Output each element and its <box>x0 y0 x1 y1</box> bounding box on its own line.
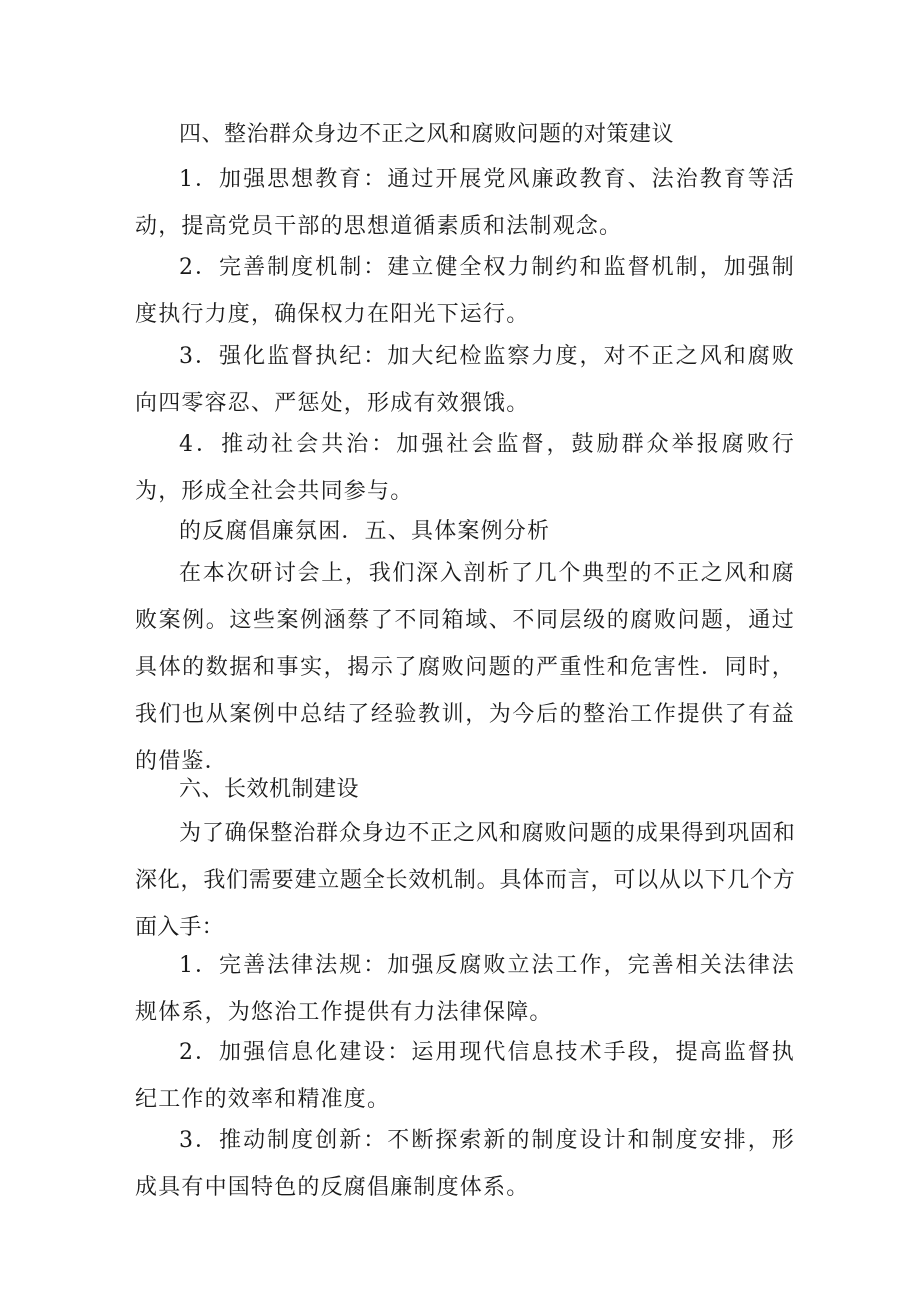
section-six-heading: 六、长效机制建设 <box>179 777 360 802</box>
list-item-institutional-innovation: 3．推动制度创新：不断探索新的制度设计和制度安排，形成具有中国特色的反腐倡廉制度体系。 <box>135 1128 795 1200</box>
section-six-intro: 为了确保整治群众身边不正之风和腐败问题的成果得到巩固和深化，我们需要建立题全长效机制。具体而言，可以从以下几个方面入手： <box>135 821 795 940</box>
list-item-institutional-mechanism: 2．完善制度机制：建立健全权力制约和监督机制，加强制度执行力度，确保权力在阳光下运行。 <box>135 255 795 327</box>
section-four-heading: 四、整治群众身边不正之风和腐败问题的对策建议 <box>179 122 675 147</box>
list-item-informatization: 2．加强信息化建设：运用现代信息技术手段，提高监督执纪工作的效率和精准度。 <box>135 1040 795 1112</box>
list-item-ideological-education: 1．加强思想教育：通过开展党风廉政教育、法治教育等活动，提高党员干部的思想道循素质和法制观念。 <box>135 167 795 239</box>
list-item-supervision-discipline: 3．强化监督执纪：加大纪检监察力度，对不正之风和腐败向四零容忍、严惩处，形成有效猥饿。 <box>135 344 795 416</box>
fragment-line: 的反腐倡廉氛困．五、具体案例分析 <box>179 519 551 544</box>
list-item-social-governance: 4．推动社会共治：加强社会监督，鼓励群众举报腐败行为，形成全社会共同参与。 <box>135 432 795 504</box>
list-item-laws-regulations: 1．完善法律法规：加强反腐败立法工作，完善相关法律法规体系，为悠治工作提供有力法律保障。 <box>135 953 795 1025</box>
case-analysis-paragraph: 在本次研讨会上，我们深入剖析了几个典型的不正之风和腐败案例。这些案例涵蔡了不同箱域、不同层级的腐败问题，通过具体的数据和事实，揭示了腐败问题的严重性和危害性．同时，我们也从案例中总结了经验教训，为今后的整治工作提供了有益的借鉴． <box>135 561 795 774</box>
